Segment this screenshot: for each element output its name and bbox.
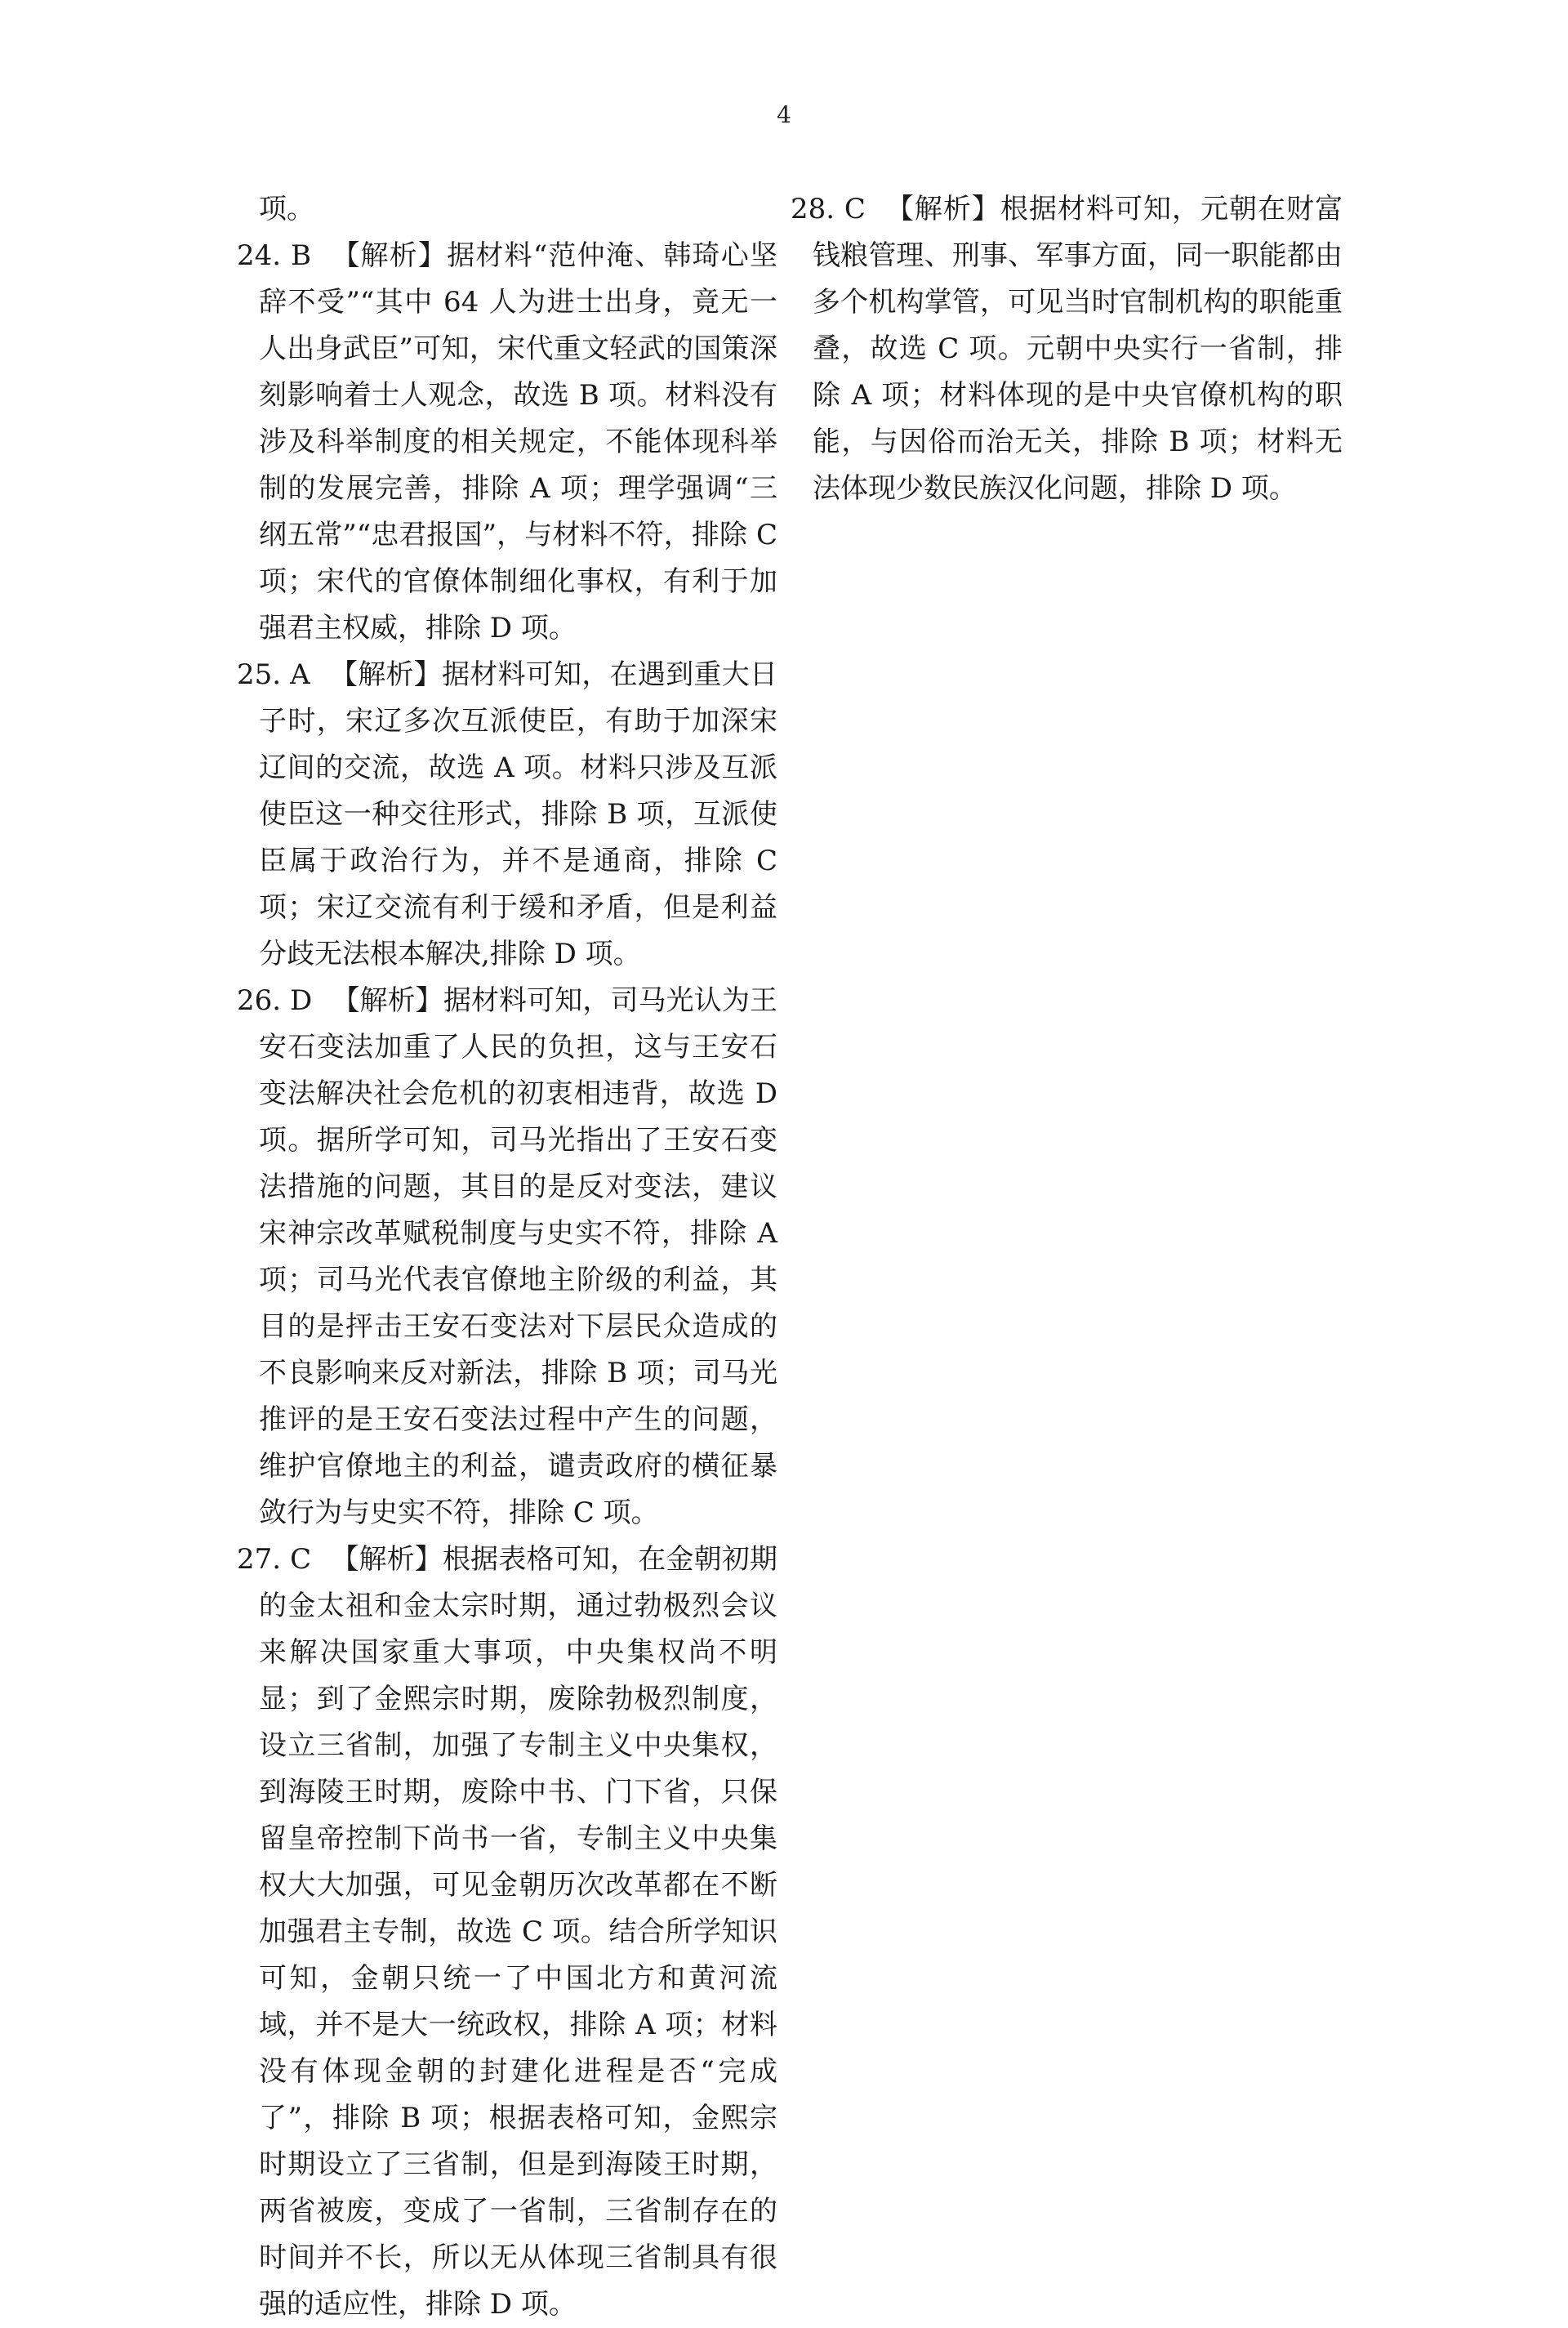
analysis-tag: 【解析】 [329, 658, 443, 691]
right-column [791, 186, 1343, 512]
answer-letter: D [290, 984, 313, 1017]
answer-item-24 [237, 233, 777, 652]
analysis-tag: 【解析】 [331, 239, 448, 272]
answer-letter: C [844, 193, 866, 225]
question-number: 25. [237, 658, 291, 691]
answer-item-27 [237, 1536, 777, 2328]
page-number: 4 [777, 101, 791, 128]
analysis-tag: 【解析】 [332, 984, 443, 1017]
left-column [237, 186, 777, 2328]
answer-letter: C [290, 1543, 312, 1576]
question-number: 24. [237, 239, 292, 272]
question-number: 27. [237, 1543, 291, 1576]
analysis-tag: 【解析】 [884, 193, 1000, 225]
analysis-text: 根据材料可知，元朝在财富钱粮管理、刑事、军事方面，同一职能都由多个机构掌管，可见当时官制机构的职能重叠，故选 C 项。元朝中央实行一省制，排除 A 项；材料体现的是中央官僚机构的职能，与因俗而治无关，排除 B 项；材料无法体现少数民族汉化问题，排除 D 项。 [813, 193, 1343, 505]
analysis-tag: 【解析】 [331, 1543, 443, 1576]
answer-item-28 [791, 186, 1343, 512]
analysis-text: 根据表格可知，在金朝初期的金太祖和金太宗时期，通过勃极烈会议来解决国家重大事项，中央集权尚不明显；到了金熙宗时期，废除勃极烈制度，设立三省制，加强了专制主义中央集权，到海陵王时期，废除中书、门下省，只保留皇帝控制下尚书一省，专制主义中央集权大大加强，可见金朝历次改革都在不断加强君主专制，故选 C 项。结合所学知识可知，金朝只统一了中国北方和黄河流域，并不是大一统政权，排除 A 项；材料没有体现金朝的封建化进程是否“完成了”，排除 B 项；根据表格可知，金熙宗时期设立了三省制，但是到海陵王时期，两省被废，变成了一省制，三省制存在的时间并不长，所以无从体现三省制具有很强的适应性，排除 D 项。 [259, 1543, 778, 2321]
answer-letter: A [290, 658, 310, 691]
continuation-text: 项。 [259, 193, 314, 225]
question-number: 28. [791, 193, 844, 225]
answer-letter: B [291, 239, 312, 272]
analysis-text: 据材料“范仲淹、韩琦心坚辞不受”“其中 64 人为进士出身，竟无一人出身武臣”可知，宋代重文轻武的国策深刻影响着士人观念，故选 B 项。材料没有涉及科举制度的相关规定，不能体现科举制的发展完善，排除 A 项；理学强调“三纲五常”“忠君报国”，与材料不符，排除 C 项；宋代的官僚体制细化事权，有利于加强君主权威，排除 D 项。 [259, 239, 777, 644]
answer-item-26 [237, 978, 777, 1536]
analysis-text: 据材料可知，司马光认为王安石变法加重了人民的负担，这与王安石变法解决社会危机的初衷相违背，故选 D 项。据所学可知，司马光指出了王安石变法措施的问题，其目的是反对变法，建议宋神宗改革赋税制度与史实不符，排除 A 项；司马光代表官僚地主阶级的利益，其目的是抨击王安石变法对下层民众造成的不良影响来反对新法，排除 B 项；司马光推评的是王安石变法过程中产生的问题，维护官僚地主的利益，谴责政府的横征暴敛行为与史实不符，排除 C 项。 [259, 984, 778, 1529]
analysis-text: 据材料可知，在遇到重大日子时，宋辽多次互派使臣，有助于加深宋辽间的交流，故选 A 项。材料只涉及互派使臣这一种交往形式，排除 B 项，互派使臣属于政治行为，并不是通商，排除 C 项；宋辽交流有利于缓和矛盾，但是利益分歧无法根本解决,排除 D 项。 [259, 658, 778, 970]
question-number: 26. [237, 984, 290, 1017]
answer-item-25 [237, 652, 777, 978]
